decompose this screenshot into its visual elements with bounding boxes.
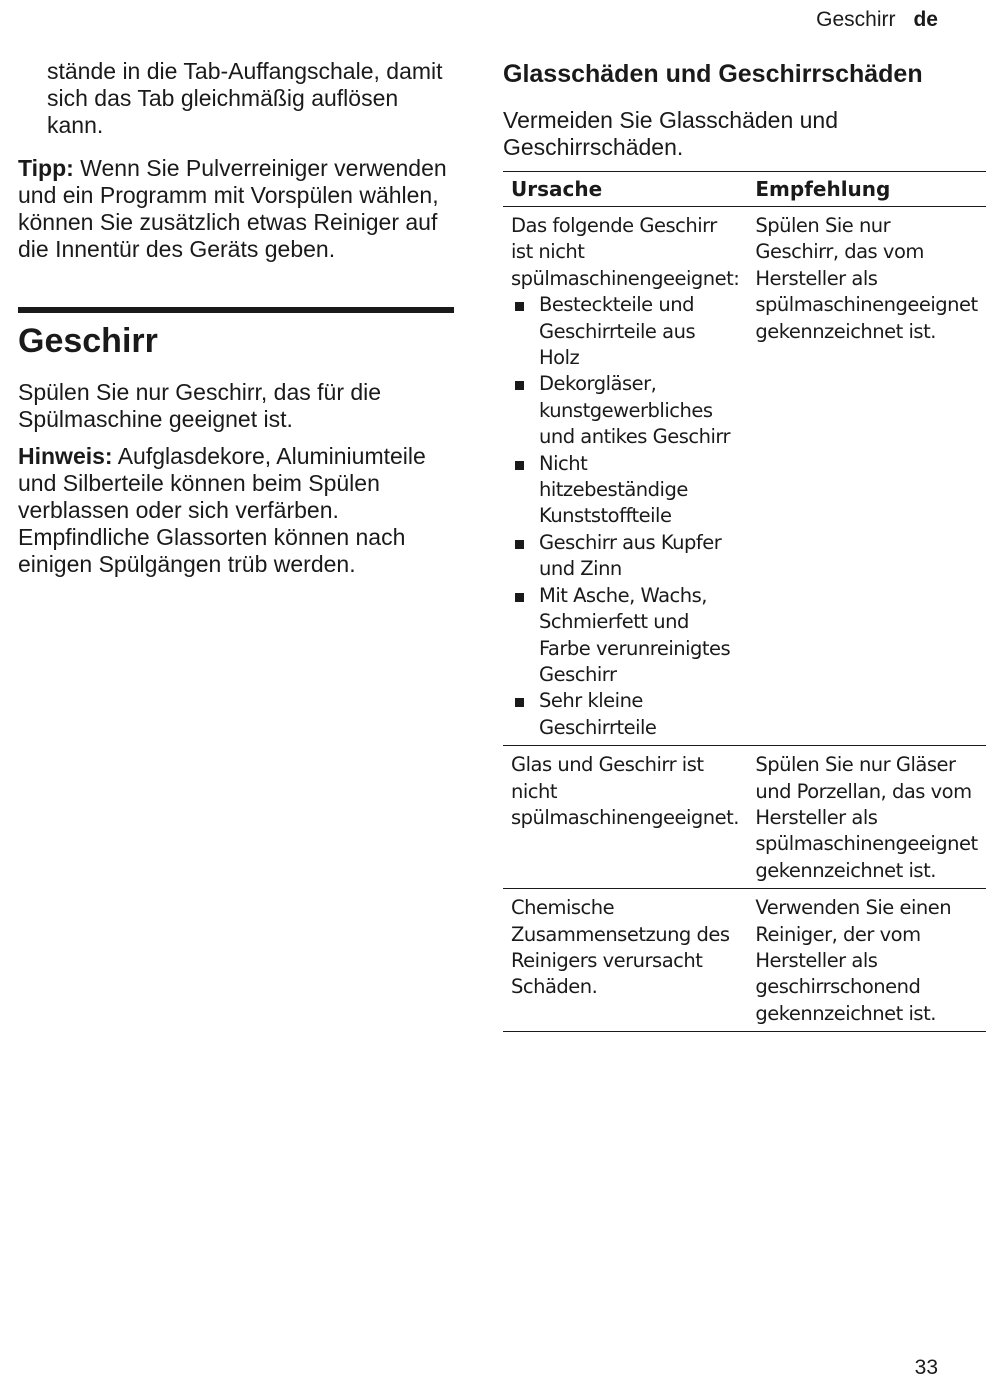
header-language-code: de <box>913 8 938 31</box>
tip-paragraph <box>18 155 454 263</box>
recommendation-cell: Spülen Sie nur Geschirr, das vom Hersteller als spülmaschinengeeignet gekennzeichnet ist. <box>747 207 985 746</box>
list-item: Geschirr aus Kupfer und Zinn <box>511 530 739 583</box>
section-intro: Spülen Sie nur Geschirr, das für die Spülmaschine geeignet ist. <box>18 379 382 432</box>
list-item: Nicht hitzebeständige Kunststoffteile <box>511 451 739 530</box>
cause-cell: Glas und Geschirr ist nicht spülmaschinengeeignet. <box>503 746 747 889</box>
recommendation-cell: Spülen Sie nur Gläser und Porzellan, das vom Hersteller als spülmaschinengeeignet gekennzeichnet ist. <box>747 746 985 889</box>
list-item: Sehr kleine Geschirrteile <box>511 688 739 741</box>
continued-bullet-text: stände in die Tab-Auffangschale, damit sich das Tab gleichmäßig auflösen kann. <box>47 58 443 138</box>
running-header <box>816 8 938 32</box>
section-divider <box>18 307 454 313</box>
list-item: Dekorgläser, kunstgewerbliches und antikes Geschirr <box>511 371 739 450</box>
table-row <box>503 207 986 746</box>
subsection-heading: Glasschäden und Geschirrschäden <box>503 60 923 88</box>
list-item: Besteckteile und Geschirrteile aus Holz <box>511 292 739 371</box>
page-number: 33 <box>914 1356 938 1379</box>
cause-text: Das folgende Geschirr ist nicht spülmaschinengeeignet: <box>511 214 740 290</box>
note-text: Aufglasdekore, Aluminiumteile und Silberteile können beim Spülen verblassen oder sich verfärben. Empfindliche Glassorten können nach einigen Spülgängen trüb werden. <box>18 443 426 577</box>
damage-table <box>503 171 986 1032</box>
note-label: Hinweis: <box>18 443 113 469</box>
table-row <box>503 746 986 889</box>
recommendation-cell: Verwenden Sie einen Reiniger, der vom Hersteller als geschirrschonend gekennzeichnet ist. <box>747 889 985 1032</box>
tip-text: Wenn Sie Pulverreiniger verwenden und ein Programm mit Vorspülen wählen, können Sie zusätzlich etwas Reiniger auf die Innentür des Geräts geben. <box>18 155 447 262</box>
column-header-recommendation: Empfehlung <box>747 172 985 207</box>
right-column <box>503 58 978 1032</box>
unsuitable-items-list <box>511 292 739 741</box>
tip-label: Tipp: <box>18 155 74 181</box>
table-header-row <box>503 172 986 207</box>
subsection-intro: Vermeiden Sie Glasschäden und Geschirrschäden. <box>503 107 838 160</box>
cause-cell: Chemische Zusammensetzung des Reinigers verursacht Schäden. <box>503 889 747 1032</box>
note-paragraph <box>18 443 454 578</box>
header-section-title: Geschirr <box>816 8 896 31</box>
column-header-cause: Ursache <box>503 172 747 207</box>
list-item: Mit Asche, Wachs, Schmierfett und Farbe verunreinigtes Geschirr <box>511 583 739 689</box>
cause-cell <box>503 207 747 746</box>
table-row <box>503 889 986 1032</box>
left-column <box>18 58 454 578</box>
section-heading: Geschirr <box>18 322 158 360</box>
